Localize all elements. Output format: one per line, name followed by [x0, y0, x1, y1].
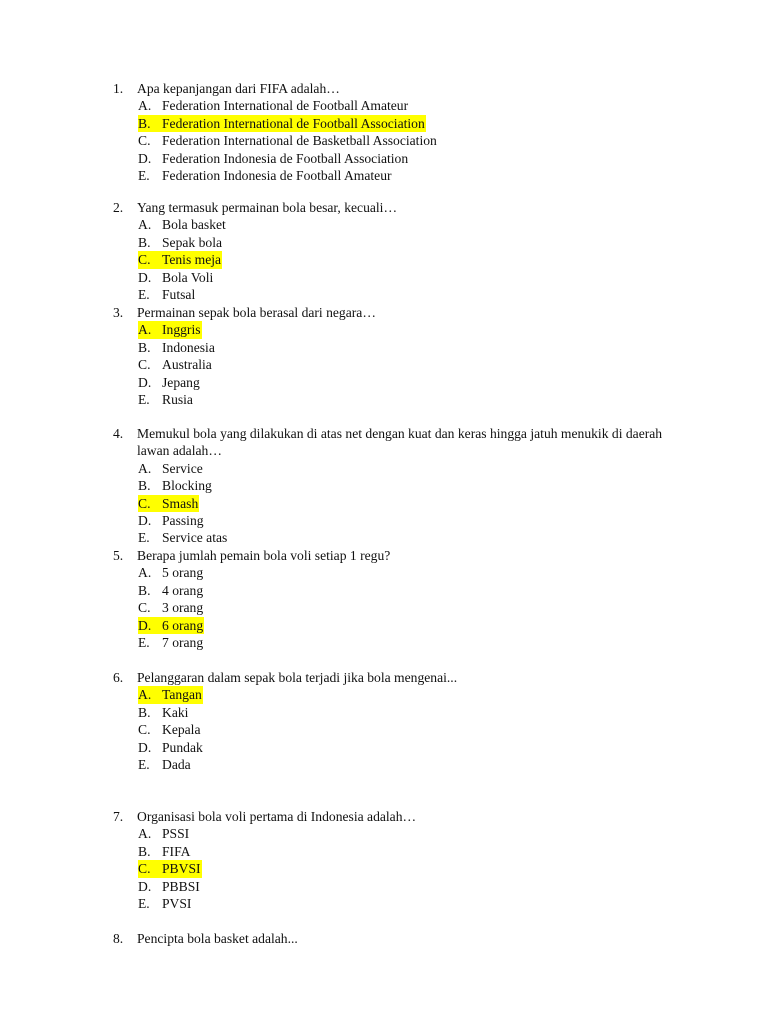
option-a: [138, 460, 713, 477]
option-e: [138, 286, 713, 303]
option-text: 3 orang: [162, 600, 204, 616]
option-c: [138, 860, 713, 877]
option-text: Blocking: [162, 478, 212, 494]
option-letter: C.: [138, 133, 151, 149]
question-text: Pelanggaran dalam sepak bola terjadi jika bola mengenai...: [137, 670, 458, 685]
option-text: Kaki: [162, 704, 189, 720]
option-letter: A.: [138, 217, 152, 233]
option-text: PBBSI: [162, 878, 200, 894]
option-letter: B.: [138, 115, 151, 131]
option-letter: B.: [138, 339, 151, 355]
option-e: [138, 634, 713, 651]
option-c: [138, 132, 713, 149]
option-b: [138, 582, 713, 599]
option-a: [138, 825, 713, 842]
option-text: 4 orang: [162, 582, 204, 598]
option-a: [138, 686, 713, 703]
option-d: [138, 739, 713, 756]
question-3: [113, 304, 713, 408]
option-text: Passing: [162, 512, 204, 528]
option-letter: E.: [138, 530, 150, 546]
option-text: PSSI: [162, 826, 190, 842]
option-d: [138, 150, 713, 167]
question-number: 1.: [113, 81, 124, 96]
option-b: [138, 115, 713, 132]
option-letter: A.: [138, 322, 152, 338]
question-text: Apa kepanjangan dari FIFA adalah…: [137, 81, 340, 96]
option-letter: B.: [138, 478, 151, 494]
option-text: Federation Indonesia de Football Amateur: [162, 167, 392, 183]
option-e: [138, 529, 713, 546]
option-text: Service atas: [162, 530, 228, 546]
option-letter: A.: [138, 826, 152, 842]
option-letter: E.: [138, 286, 150, 302]
question-7: [113, 808, 713, 912]
option-text: Jepang: [162, 374, 200, 390]
question-2: [113, 199, 713, 303]
option-letter: E.: [138, 391, 150, 407]
option-text: FIFA: [162, 843, 191, 859]
option-letter: C.: [138, 861, 151, 877]
option-d: [138, 878, 713, 895]
question-1: [113, 80, 713, 184]
option-text: Pundak: [162, 739, 203, 755]
option-c: [138, 495, 713, 512]
option-text: PVSI: [162, 895, 192, 911]
option-d: [138, 617, 713, 634]
option-text: Dada: [162, 756, 191, 772]
option-letter: C.: [138, 495, 151, 511]
option-letter: B.: [138, 582, 151, 598]
option-text: Smash: [162, 495, 199, 511]
question-number: 6.: [113, 670, 124, 685]
option-letter: E.: [138, 895, 150, 911]
option-letter: C.: [138, 722, 151, 738]
option-e: [138, 756, 713, 773]
question-text: Memukul bola yang dilakukan di atas net dengan kuat dan keras hingga jatuh menukik di daerah lawan adalah…: [137, 426, 663, 459]
option-text: Federation International de Football Association: [162, 115, 425, 131]
option-letter: E.: [138, 634, 150, 650]
option-b: [138, 339, 713, 356]
option-letter: D.: [138, 150, 152, 166]
option-text: Service: [162, 460, 203, 476]
option-text: Federation Indonesia de Football Association: [162, 150, 409, 166]
question-6: [113, 669, 713, 773]
question-text: Permainan sepak bola berasal dari negara…: [137, 305, 376, 320]
option-text: Federation International de Basketball Association: [162, 133, 437, 149]
option-text: Tenis meja: [162, 252, 222, 268]
option-letter: D.: [138, 878, 152, 894]
option-letter: A.: [138, 460, 152, 476]
option-a: [138, 216, 713, 233]
option-letter: A.: [138, 687, 152, 703]
option-text: PBVSI: [162, 861, 201, 877]
option-letter: B.: [138, 234, 151, 250]
option-text: 5 orang: [162, 565, 204, 581]
option-e: [138, 895, 713, 912]
option-letter: D.: [138, 512, 152, 528]
option-text: Rusia: [162, 391, 193, 407]
option-text: Kepala: [162, 722, 201, 738]
option-text: 7 orang: [162, 634, 204, 650]
option-e: [138, 167, 713, 184]
option-letter: C.: [138, 357, 151, 373]
option-letter: D.: [138, 617, 152, 633]
question-text: Berapa jumlah pemain bola voli setiap 1 regu?: [137, 548, 391, 563]
option-text: Federation International de Football Amateur: [162, 98, 409, 114]
option-letter: D.: [138, 374, 152, 390]
option-text: Bola Voli: [162, 269, 214, 285]
option-text: 6 orang: [162, 617, 204, 633]
option-d: [138, 269, 713, 286]
option-c: [138, 721, 713, 738]
option-text: Australia: [162, 357, 212, 373]
option-a: [138, 321, 713, 338]
option-letter: D.: [138, 739, 152, 755]
option-d: [138, 374, 713, 391]
option-a: [138, 564, 713, 581]
option-text: Tangan: [162, 687, 202, 703]
question-text: Yang termasuk permainan bola besar, kecuali…: [137, 200, 398, 215]
option-c: [138, 599, 713, 616]
question-4: [113, 425, 713, 547]
option-b: [138, 843, 713, 860]
option-b: [138, 704, 713, 721]
option-text: Bola basket: [162, 217, 226, 233]
question-number: 8.: [113, 931, 124, 946]
question-number: 4.: [113, 426, 124, 441]
question-8: [113, 930, 713, 947]
option-text: Inggris: [162, 322, 201, 338]
option-a: [138, 97, 713, 114]
question-number: 2.: [113, 200, 124, 215]
option-b: [138, 477, 713, 494]
question-number: 3.: [113, 305, 124, 320]
option-text: Sepak bola: [162, 234, 223, 250]
option-text: Futsal: [162, 286, 196, 302]
option-c: [138, 251, 713, 268]
option-b: [138, 234, 713, 251]
option-letter: B.: [138, 704, 151, 720]
option-text: Indonesia: [162, 339, 215, 355]
option-letter: E.: [138, 756, 150, 772]
option-letter: C.: [138, 252, 151, 268]
option-letter: A.: [138, 98, 152, 114]
question-text: Organisasi bola voli pertama di Indonesia adalah…: [137, 809, 417, 824]
option-e: [138, 391, 713, 408]
option-d: [138, 512, 713, 529]
option-letter: E.: [138, 167, 150, 183]
question-number: 5.: [113, 548, 124, 563]
question-5: [113, 547, 713, 651]
question-number: 7.: [113, 809, 124, 824]
option-letter: D.: [138, 269, 152, 285]
option-letter: C.: [138, 600, 151, 616]
option-letter: B.: [138, 843, 151, 859]
option-letter: A.: [138, 565, 152, 581]
question-text: Pencipta bola basket adalah...: [137, 931, 298, 946]
option-c: [138, 356, 713, 373]
